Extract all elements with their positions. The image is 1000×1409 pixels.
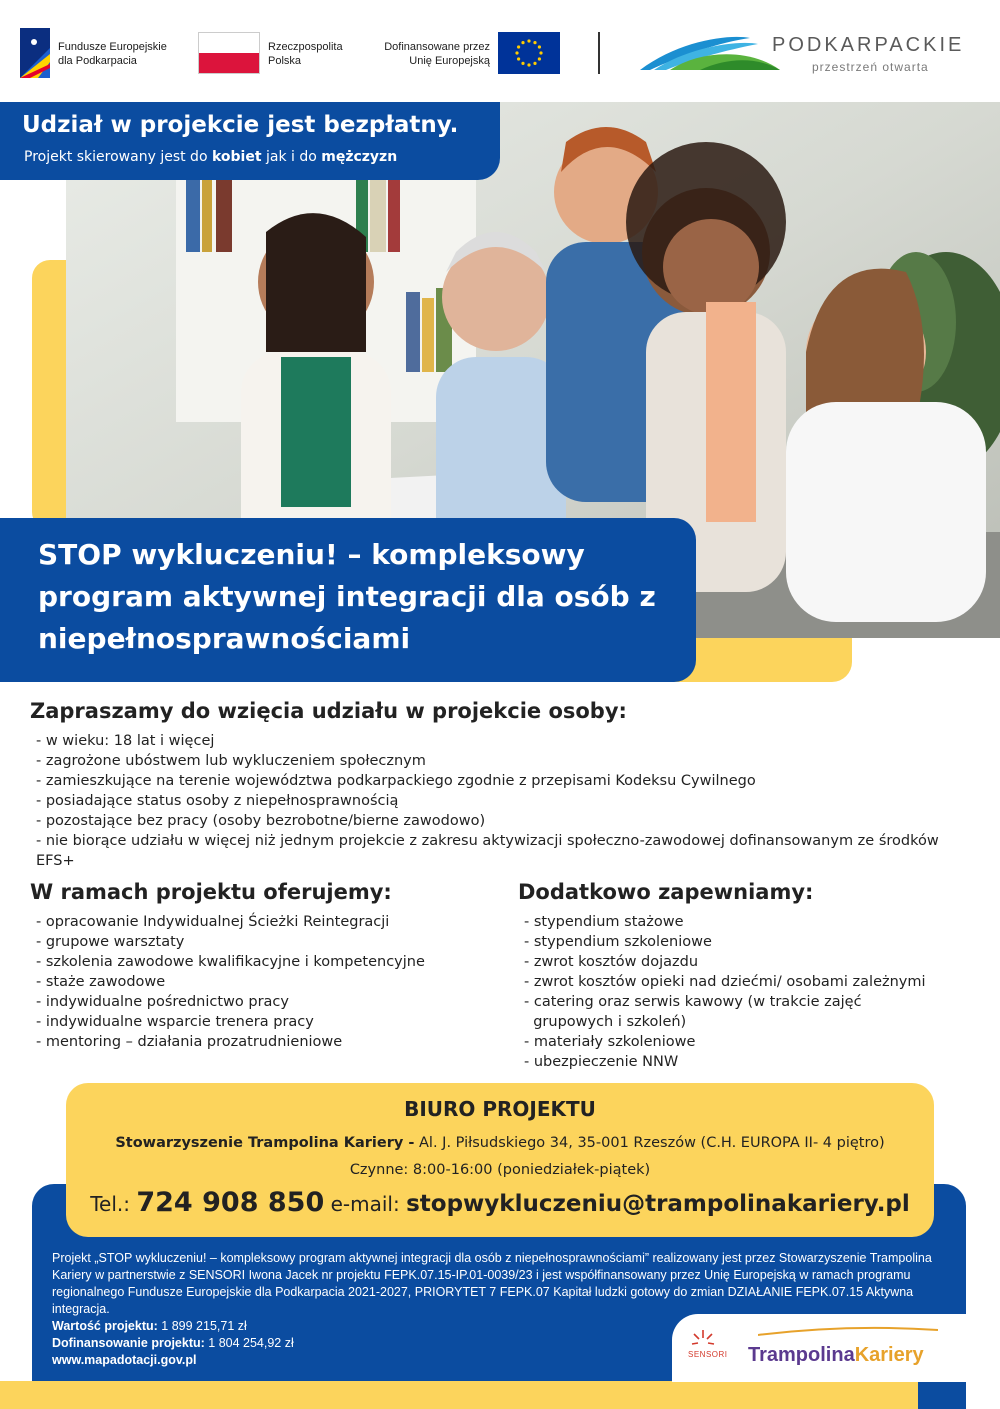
eu-cofinanced-text: Dofinansowane przez Unię Europejską (384, 41, 490, 67)
free-participation-banner (0, 102, 500, 180)
list-item: - pozostające bez pracy (osoby bezrobotne/bierne zawodowo) (36, 813, 486, 829)
project-value: Wartość projektu: 1 899 215,71 zł (52, 1319, 247, 1333)
extra-heading: Dodatkowo zapewniamy: (518, 880, 814, 904)
list-item: - zwrot kosztów dojazdu (524, 954, 699, 970)
website-link[interactable]: www.mapadotacji.gov.pl (52, 1353, 197, 1367)
trampolina-kariery-logo: TrampolinaKariery (748, 1344, 924, 1366)
list-item: - ubezpieczenie NNW (524, 1054, 679, 1070)
project-description: Projekt „STOP wykluczeniu! – kompleksowy program aktywnej integracji dla osób z niepełnosprawnościami” realizowany jest przez Stowarzyszenie Trampolina Kariery w partnerstwie z SENSORI Iwona Jacek nr projektu FEPK.07.15-IP.01-0039/23 i jest współfinansowany przez Unię Europejską w ramach programu regionalnego Fundusze Europejskie dla Podkarpacia 2021-2027, PRIORYTET 7 FEPK.07 Kapitał ludzki gotowy do zmian DZIAŁANIE FEPK.07.15 Aktywna integracja. (52, 1251, 932, 1316)
trampolina-swoosh-icon (758, 1326, 938, 1336)
list-item: - posiadające status osoby z niepełnosprawnością (36, 793, 399, 809)
list-item: - stypendium stażowe (524, 914, 684, 930)
list-item: - opracowanie Indywidualnej Ścieżki Reintegracji (36, 914, 390, 930)
office-contact: Tel.: 724 908 850 e-mail: stopwykluczeniu@trampolinakariery.pl (90, 1187, 910, 1218)
list-item: - zamieszkujące na terenie województwa podkarpackiego zgodnie z przepisami Kodeksu Cywilnego (36, 773, 756, 789)
list-item: - indywidualne wsparcie trenera pracy (36, 1014, 314, 1030)
project-title: STOP wykluczeniu! – kompleksowy program aktywnej integracji dla osób z niepełnosprawnościami (38, 538, 656, 655)
podkarpackie-logo-icon (640, 30, 786, 76)
banner-subtitle: Projekt skierowany jest do kobiet jak i do mężczyzn (24, 149, 398, 165)
european-funds-logo-icon (20, 28, 50, 78)
banner-title: Udział w projekcie jest bezpłatny. (22, 112, 459, 138)
decor-yellow-bottom (0, 1381, 918, 1409)
project-office-box (66, 1083, 934, 1237)
offer-list (36, 912, 506, 1052)
logo-bar (0, 0, 1000, 100)
offer-heading: W ramach projektu oferujemy: (30, 880, 392, 904)
sensori-logo: SENSORI (688, 1350, 728, 1359)
list-item: - mentoring – działania prozatrudnieniowe (36, 1034, 343, 1050)
list-item: - zwrot kosztów opieki nad dziećmi/ osobami zależnymi (524, 974, 926, 990)
invite-list (36, 731, 976, 871)
list-item: - zagrożone ubóstwem lub wykluczeniem społecznym (36, 753, 426, 769)
phone-number[interactable]: 724 908 850 (136, 1187, 325, 1218)
european-funds-text: Fundusze Europejskie dla Podkarpacia (58, 41, 167, 67)
list-item: - catering oraz serwis kawowy (w trakcie zajęć (524, 994, 862, 1010)
region-name: PODKARPACKIE (772, 34, 965, 56)
list-item: - indywidualne pośrednictwo pracy (36, 994, 289, 1010)
list-item: - nie biorące udziału w więcej niż jednym projekcie z zakresu aktywizacji społeczno-zawodowej dofinansowanym ze środków EFS+ (36, 833, 939, 869)
region-tagline: przestrzeń otwarta (812, 60, 929, 74)
list-item: - w wieku: 18 lat i więcej (36, 733, 215, 749)
office-address: Stowarzyszenie Trampolina Kariery - Al. J. Piłsudskiego 34, 35-001 Rzeszów (C.H. EUROPA II- 4 piętro) (115, 1135, 885, 1151)
invite-heading: Zapraszamy do wzięcia udziału w projekcie osoby: (30, 699, 627, 723)
list-item: - staże zawodowe (36, 974, 166, 990)
project-funding: Dofinansowanie projektu: 1 804 254,92 zł (52, 1336, 294, 1350)
eu-flag-icon (498, 32, 560, 74)
extra-list (524, 912, 984, 1072)
list-item: - materiały szkoleniowe (524, 1034, 696, 1050)
poland-text: Rzeczpospolita Polska (268, 41, 343, 67)
office-heading: BIURO PROJEKTU (404, 1097, 596, 1121)
list-item: - szkolenia zawodowe kwalifikacyjne i kompetencyjne (36, 954, 425, 970)
logo-divider (598, 32, 600, 74)
project-title-box (0, 518, 696, 682)
list-item: - stypendium szkoleniowe (524, 934, 712, 950)
partner-logos (672, 1314, 966, 1382)
office-hours: Czynne: 8:00-16:00 (poniedziałek-piątek) (349, 1162, 651, 1178)
list-item: - grupowe warsztaty (36, 934, 185, 950)
list-item: grupowych i szkoleń) (524, 1014, 687, 1030)
email-link[interactable]: stopwykluczeniu@trampolinakariery.pl (406, 1191, 910, 1217)
poland-flag-icon (198, 32, 260, 74)
